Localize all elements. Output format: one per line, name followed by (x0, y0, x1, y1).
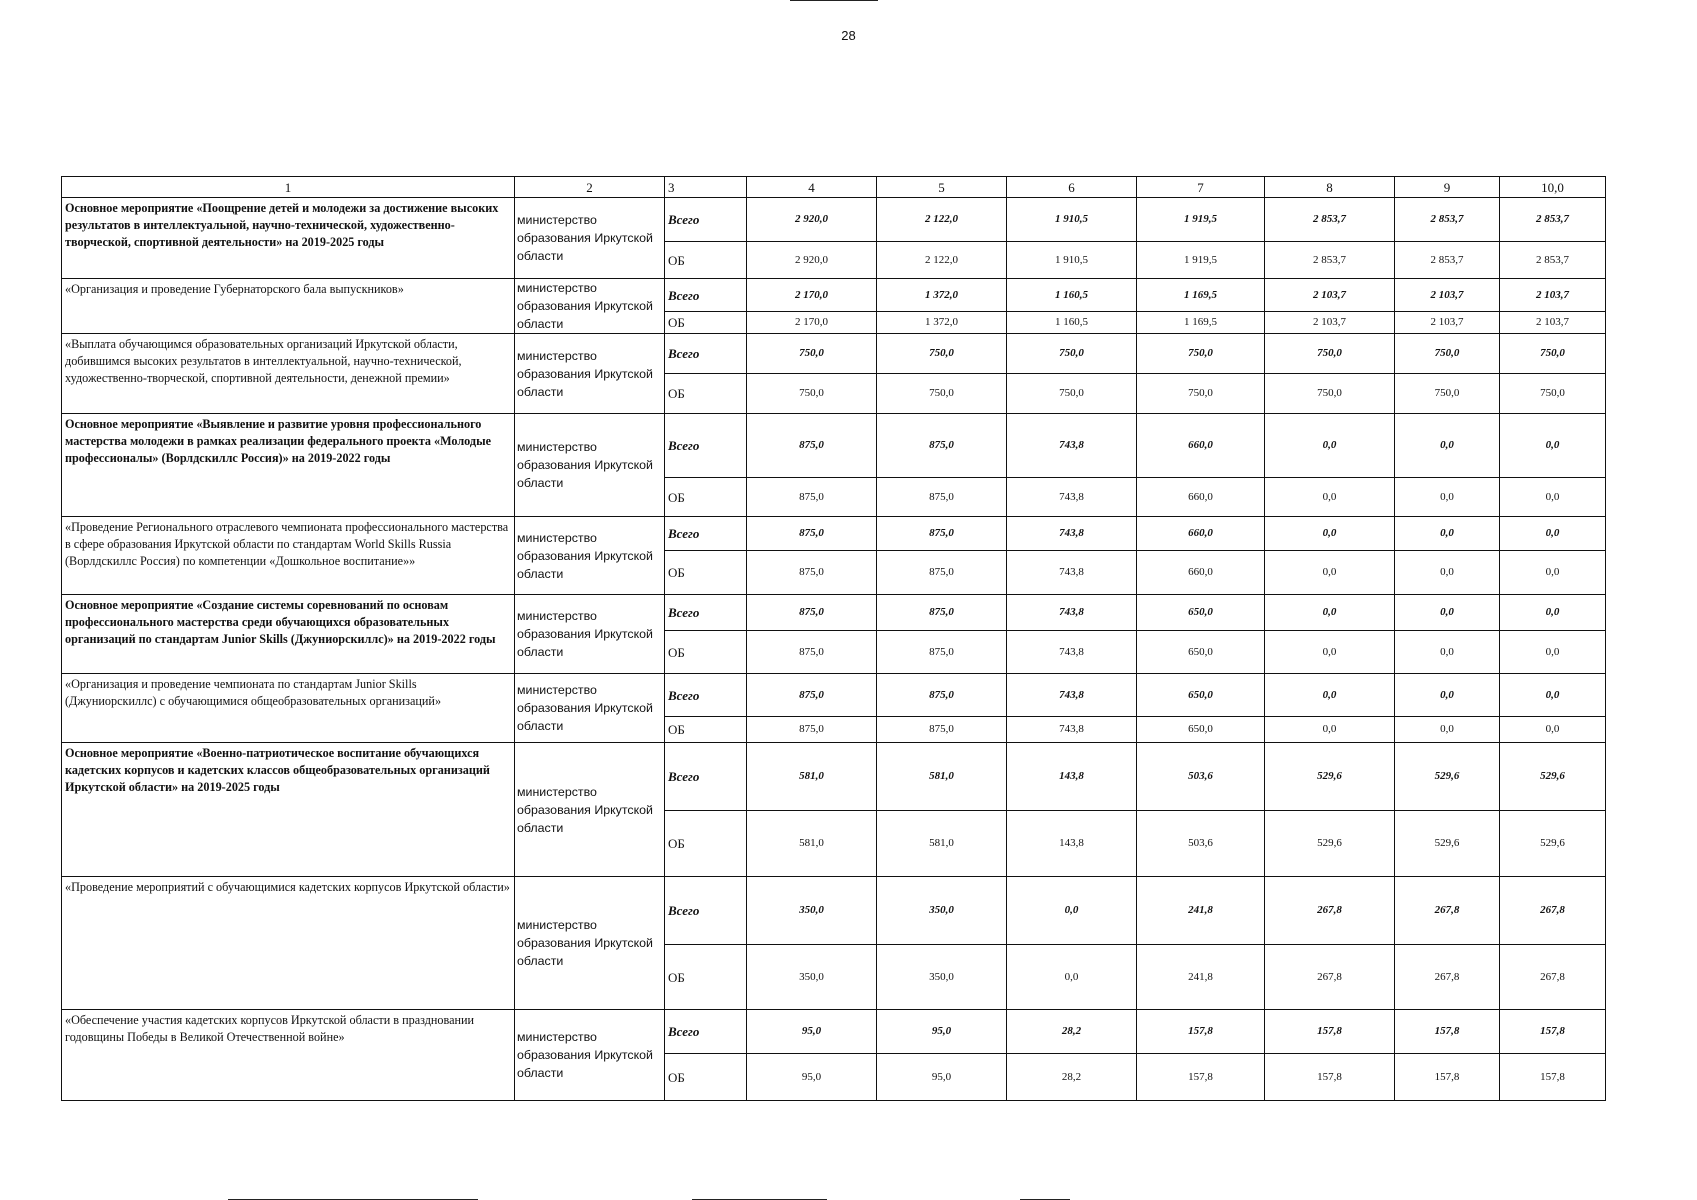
value-cell-total: 0,0 (1395, 414, 1500, 478)
value-cell-ob: 350,0 (877, 945, 1007, 1010)
value-cell-total: 95,0 (877, 1010, 1007, 1054)
value-cell-total: 743,8 (1007, 414, 1137, 478)
measure-description: Основное мероприятие «Выявление и развитие уровня профессионального мастерства молодежи в рамках реализации федерального проекта «Молодые профессионалы» (Ворлдскиллс Россия)» на 2019-2022 годы (62, 414, 515, 517)
value-cell-total: 875,0 (747, 595, 877, 631)
value-cell-total: 875,0 (747, 674, 877, 717)
measure-description: «Выплата обучающимся образовательных организаций Иркутской области, добившимся высоких результатов в интеллектуальной, научно-технической, художественно-творческой, спортивной деятельности, денежной премии» (62, 334, 515, 414)
value-cell-total: 529,6 (1395, 743, 1500, 811)
value-cell-total: 267,8 (1395, 877, 1500, 945)
funding-source-ob: ОБ (665, 1054, 747, 1101)
value-cell-total: 1 919,5 (1137, 198, 1265, 242)
value-cell-ob: 0,0 (1500, 717, 1606, 743)
value-cell-total: 157,8 (1265, 1010, 1395, 1054)
value-cell-ob: 750,0 (747, 374, 877, 414)
value-cell-ob: 1 160,5 (1007, 312, 1137, 334)
measure-description: «Проведение мероприятий с обучающимися кадетских корпусов Иркутской области» (62, 877, 515, 1010)
value-cell-total: 95,0 (747, 1010, 877, 1054)
executor-cell: министерство образования Иркутской области (515, 877, 665, 1010)
value-cell-ob: 28,2 (1007, 1054, 1137, 1101)
value-cell-total: 743,8 (1007, 517, 1137, 551)
measure-description: «Организация и проведение Губернаторского бала выпускников» (62, 279, 515, 334)
value-cell-ob: 875,0 (877, 717, 1007, 743)
value-cell-ob: 1 169,5 (1137, 312, 1265, 334)
value-cell-ob: 743,8 (1007, 551, 1137, 595)
page-number: 28 (841, 28, 856, 43)
table-row (62, 279, 1606, 312)
measure-description: Основное мероприятие «Поощрение детей и молодежи за достижение высоких результатов в интеллектуальной, научно-технической, художественно-творческой, спортивной деятельности» на 2019-2025 годы (62, 198, 515, 279)
value-cell-ob: 875,0 (747, 551, 877, 595)
header-cell: 10,0 (1500, 177, 1606, 198)
value-cell-ob: 743,8 (1007, 631, 1137, 674)
value-cell-ob: 875,0 (747, 717, 877, 743)
header-cell: 9 (1395, 177, 1500, 198)
value-cell-total: 0,0 (1500, 595, 1606, 631)
funding-source-ob: ОБ (665, 242, 747, 279)
value-cell-total: 2 103,7 (1500, 279, 1606, 312)
value-cell-total: 750,0 (1500, 334, 1606, 374)
value-cell-total: 875,0 (877, 595, 1007, 631)
value-cell-ob: 2 853,7 (1265, 242, 1395, 279)
value-cell-total: 750,0 (1395, 334, 1500, 374)
value-cell-total: 743,8 (1007, 674, 1137, 717)
funding-source-total: Всего (665, 595, 747, 631)
measure-description: Основное мероприятие «Военно-патриотическое воспитание обучающихся кадетских корпусов и кадетских классов общеобразовательных организаций Иркутской области» на 2019-2025 годы (62, 743, 515, 877)
value-cell-ob: 267,8 (1265, 945, 1395, 1010)
funding-source-ob: ОБ (665, 312, 747, 334)
value-cell-ob: 750,0 (1500, 374, 1606, 414)
value-cell-ob: 660,0 (1137, 478, 1265, 517)
value-cell-ob: 2 853,7 (1395, 242, 1500, 279)
value-cell-ob: 660,0 (1137, 551, 1265, 595)
table-row (62, 743, 1606, 811)
value-cell-total: 581,0 (747, 743, 877, 811)
header-cell: 4 (747, 177, 877, 198)
value-cell-ob: 2 853,7 (1500, 242, 1606, 279)
value-cell-total: 143,8 (1007, 743, 1137, 811)
measure-description: «Проведение Регионального отраслевого чемпионата профессионального мастерства в сфере образования Иркутской области по стандартам World Skills Russia (Ворлдскиллс Россия) по компетенции «Дошкольное воспитание»» (62, 517, 515, 595)
executor-cell: министерство образования Иркутской области (515, 674, 665, 743)
value-cell-ob: 157,8 (1137, 1054, 1265, 1101)
value-cell-ob: 2 103,7 (1500, 312, 1606, 334)
value-cell-total: 157,8 (1395, 1010, 1500, 1054)
value-cell-total: 750,0 (877, 334, 1007, 374)
funding-source-total: Всего (665, 517, 747, 551)
value-cell-total: 267,8 (1500, 877, 1606, 945)
value-cell-ob: 350,0 (747, 945, 877, 1010)
funding-source-total: Всего (665, 279, 747, 312)
value-cell-ob: 2 103,7 (1265, 312, 1395, 334)
value-cell-ob: 581,0 (877, 811, 1007, 877)
value-cell-total: 1 910,5 (1007, 198, 1137, 242)
value-cell-total: 581,0 (877, 743, 1007, 811)
value-cell-total: 743,8 (1007, 595, 1137, 631)
value-cell-total: 0,0 (1265, 414, 1395, 478)
table-row (62, 517, 1606, 551)
value-cell-ob: 503,6 (1137, 811, 1265, 877)
value-cell-ob: 1 910,5 (1007, 242, 1137, 279)
value-cell-total: 875,0 (877, 414, 1007, 478)
value-cell-ob: 750,0 (877, 374, 1007, 414)
value-cell-total: 0,0 (1395, 674, 1500, 717)
value-cell-total: 28,2 (1007, 1010, 1137, 1054)
value-cell-ob: 529,6 (1500, 811, 1606, 877)
funding-source-ob: ОБ (665, 631, 747, 674)
value-cell-ob: 95,0 (747, 1054, 877, 1101)
value-cell-ob: 743,8 (1007, 478, 1137, 517)
value-cell-total: 875,0 (747, 517, 877, 551)
value-cell-ob: 0,0 (1500, 478, 1606, 517)
value-cell-ob: 875,0 (877, 551, 1007, 595)
value-cell-total: 529,6 (1265, 743, 1395, 811)
value-cell-total: 2 853,7 (1395, 198, 1500, 242)
value-cell-ob: 0,0 (1395, 717, 1500, 743)
value-cell-total: 875,0 (877, 674, 1007, 717)
value-cell-total: 2 122,0 (877, 198, 1007, 242)
value-cell-total: 660,0 (1137, 517, 1265, 551)
value-cell-total: 350,0 (877, 877, 1007, 945)
executor-cell: министерство образования Иркутской области (515, 595, 665, 674)
header-cell: 7 (1137, 177, 1265, 198)
header-cell: 3 (665, 177, 747, 198)
value-cell-ob: 241,8 (1137, 945, 1265, 1010)
funding-source-total: Всего (665, 414, 747, 478)
value-cell-total: 0,0 (1265, 674, 1395, 717)
value-cell-total: 2 103,7 (1395, 279, 1500, 312)
table-row (62, 414, 1606, 478)
value-cell-ob: 875,0 (747, 631, 877, 674)
table-body (62, 177, 1606, 1101)
value-cell-ob: 875,0 (877, 478, 1007, 517)
value-cell-ob: 650,0 (1137, 717, 1265, 743)
value-cell-ob: 2 170,0 (747, 312, 877, 334)
value-cell-ob: 2 122,0 (877, 242, 1007, 279)
value-cell-ob: 1 372,0 (877, 312, 1007, 334)
value-cell-total: 0,0 (1500, 517, 1606, 551)
executor-cell: министерство образования Иркутской области (515, 1010, 665, 1101)
value-cell-ob: 2 103,7 (1395, 312, 1500, 334)
value-cell-ob: 1 919,5 (1137, 242, 1265, 279)
value-cell-ob: 157,8 (1265, 1054, 1395, 1101)
value-cell-ob: 875,0 (747, 478, 877, 517)
measure-description: Основное мероприятие «Создание системы соревнований по основам профессионального мастерства среди обучающихся образовательных организаций по стандартам Junior Skills (Джуниорскиллс)» на 2019-2022 годы (62, 595, 515, 674)
funding-source-ob: ОБ (665, 374, 747, 414)
value-cell-total: 875,0 (877, 517, 1007, 551)
value-cell-ob: 0,0 (1265, 631, 1395, 674)
budget-table (61, 176, 1606, 1101)
value-cell-total: 2 103,7 (1265, 279, 1395, 312)
value-cell-total: 660,0 (1137, 414, 1265, 478)
table-row (62, 334, 1606, 374)
value-cell-total: 750,0 (1265, 334, 1395, 374)
value-cell-total: 267,8 (1265, 877, 1395, 945)
value-cell-ob: 743,8 (1007, 717, 1137, 743)
value-cell-total: 2 853,7 (1500, 198, 1606, 242)
value-cell-total: 241,8 (1137, 877, 1265, 945)
value-cell-total: 2 170,0 (747, 279, 877, 312)
value-cell-total: 650,0 (1137, 674, 1265, 717)
value-cell-total: 750,0 (747, 334, 877, 374)
value-cell-ob: 157,8 (1500, 1054, 1606, 1101)
value-cell-ob: 750,0 (1395, 374, 1500, 414)
value-cell-ob: 95,0 (877, 1054, 1007, 1101)
table-row (62, 674, 1606, 717)
header-cell: 5 (877, 177, 1007, 198)
value-cell-ob: 875,0 (877, 631, 1007, 674)
value-cell-ob: 157,8 (1395, 1054, 1500, 1101)
executor-cell: министерство образования Иркутской области (515, 279, 665, 334)
value-cell-total: 0,0 (1007, 877, 1137, 945)
value-cell-ob: 267,8 (1395, 945, 1500, 1010)
value-cell-total: 875,0 (747, 414, 877, 478)
value-cell-ob: 0,0 (1265, 551, 1395, 595)
funding-source-total: Всего (665, 743, 747, 811)
value-cell-ob: 0,0 (1500, 551, 1606, 595)
value-cell-ob: 143,8 (1007, 811, 1137, 877)
value-cell-ob: 0,0 (1007, 945, 1137, 1010)
value-cell-total: 503,6 (1137, 743, 1265, 811)
value-cell-ob: 581,0 (747, 811, 877, 877)
value-cell-total: 2 920,0 (747, 198, 877, 242)
value-cell-total: 750,0 (1007, 334, 1137, 374)
value-cell-ob: 750,0 (1137, 374, 1265, 414)
table-row (62, 198, 1606, 242)
value-cell-total: 157,8 (1500, 1010, 1606, 1054)
scan-artifact-line (790, 0, 878, 1)
funding-source-total: Всего (665, 1010, 747, 1054)
table-row (62, 1010, 1606, 1054)
value-cell-total: 650,0 (1137, 595, 1265, 631)
value-cell-total: 350,0 (747, 877, 877, 945)
measure-description: «Организация и проведение чемпионата по стандартам Junior Skills (Джуниорскиллс) с обучающимися общеобразовательных организаций» (62, 674, 515, 743)
executor-cell: министерство образования Иркутской области (515, 414, 665, 517)
header-row (62, 177, 1606, 198)
value-cell-total: 157,8 (1137, 1010, 1265, 1054)
funding-source-ob: ОБ (665, 551, 747, 595)
value-cell-ob: 267,8 (1500, 945, 1606, 1010)
executor-cell: министерство образования Иркутской области (515, 198, 665, 279)
measure-description: «Обеспечение участия кадетских корпусов Иркутской области в праздновании годовщины Победы в Великой Отечественной войне» (62, 1010, 515, 1101)
value-cell-total: 1 160,5 (1007, 279, 1137, 312)
value-cell-total: 0,0 (1265, 517, 1395, 551)
header-cell: 6 (1007, 177, 1137, 198)
funding-source-total: Всего (665, 877, 747, 945)
value-cell-ob: 750,0 (1007, 374, 1137, 414)
value-cell-ob: 0,0 (1395, 631, 1500, 674)
funding-source-ob: ОБ (665, 811, 747, 877)
value-cell-total: 750,0 (1137, 334, 1265, 374)
value-cell-ob: 650,0 (1137, 631, 1265, 674)
executor-cell: министерство образования Иркутской области (515, 517, 665, 595)
value-cell-ob: 0,0 (1265, 717, 1395, 743)
value-cell-ob: 0,0 (1395, 551, 1500, 595)
value-cell-total: 0,0 (1395, 517, 1500, 551)
value-cell-ob: 529,6 (1395, 811, 1500, 877)
funding-source-total: Всего (665, 674, 747, 717)
value-cell-total: 0,0 (1265, 595, 1395, 631)
value-cell-ob: 529,6 (1265, 811, 1395, 877)
header-cell: 2 (515, 177, 665, 198)
header-cell: 1 (62, 177, 515, 198)
funding-source-ob: ОБ (665, 717, 747, 743)
funding-source-ob: ОБ (665, 478, 747, 517)
value-cell-total: 0,0 (1395, 595, 1500, 631)
header-cell: 8 (1265, 177, 1395, 198)
funding-source-ob: ОБ (665, 945, 747, 1010)
value-cell-ob: 0,0 (1500, 631, 1606, 674)
value-cell-total: 1 169,5 (1137, 279, 1265, 312)
funding-source-total: Всего (665, 198, 747, 242)
value-cell-total: 1 372,0 (877, 279, 1007, 312)
executor-cell: министерство образования Иркутской области (515, 743, 665, 877)
value-cell-total: 0,0 (1500, 414, 1606, 478)
table-row (62, 595, 1606, 631)
funding-source-total: Всего (665, 334, 747, 374)
value-cell-ob: 2 920,0 (747, 242, 877, 279)
value-cell-ob: 0,0 (1395, 478, 1500, 517)
value-cell-total: 0,0 (1500, 674, 1606, 717)
value-cell-total: 2 853,7 (1265, 198, 1395, 242)
value-cell-ob: 750,0 (1265, 374, 1395, 414)
value-cell-ob: 0,0 (1265, 478, 1395, 517)
value-cell-total: 529,6 (1500, 743, 1606, 811)
table-row (62, 877, 1606, 945)
executor-cell: министерство образования Иркутской области (515, 334, 665, 414)
